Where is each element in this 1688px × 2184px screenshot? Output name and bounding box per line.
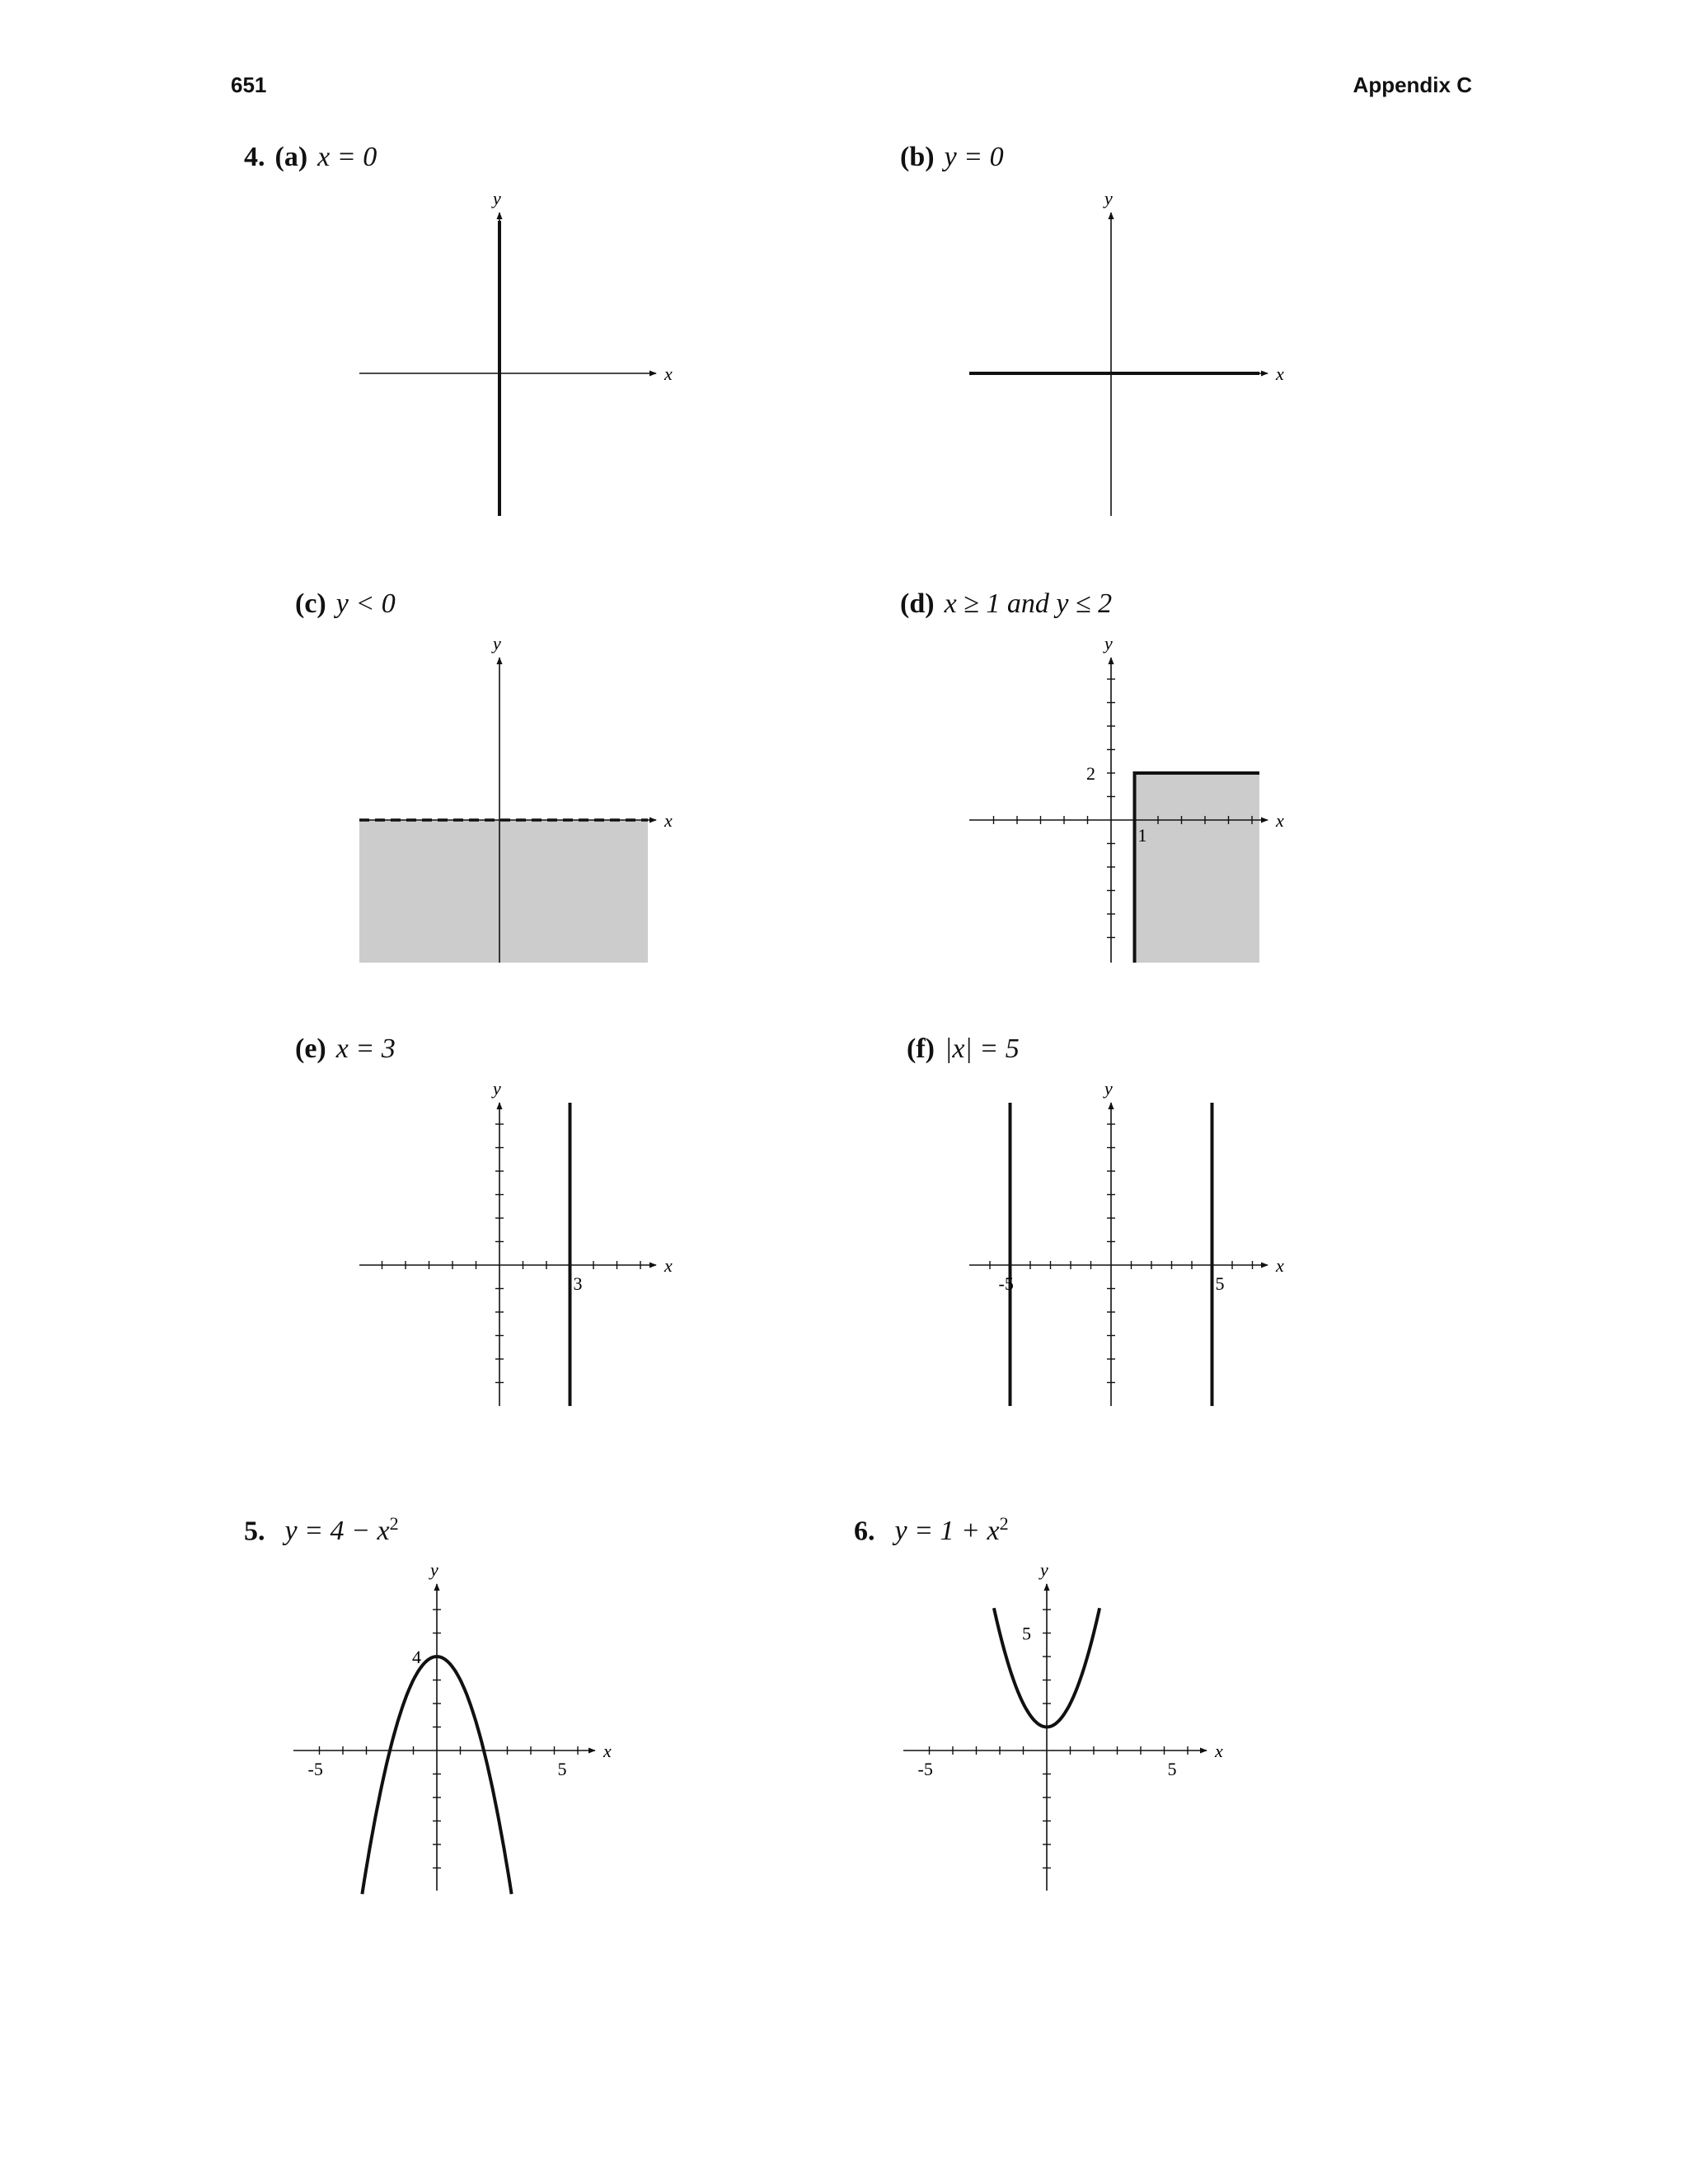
equation: y = 4 − x — [284, 1516, 390, 1547]
tick-label: -5 — [917, 1759, 933, 1779]
graph-4f — [969, 1078, 1284, 1406]
y-axis-label: y — [1104, 633, 1113, 654]
graph-4b — [969, 188, 1284, 516]
equation: |x| = 5 — [944, 1033, 1020, 1064]
x-axis-label: x — [1276, 810, 1284, 831]
equation: y < 0 — [335, 588, 396, 619]
graph-4d — [969, 633, 1284, 963]
x-axis-label: x — [1276, 1255, 1284, 1276]
equation: x = 3 — [335, 1033, 396, 1064]
equation: x ≥ 1 and y ≤ 2 — [944, 588, 1113, 619]
exponent: 2 — [389, 1513, 399, 1534]
shaded-region — [1135, 773, 1260, 963]
y-axis-label: y — [493, 1078, 501, 1099]
graph-4c — [359, 633, 673, 963]
tick-label: 5 — [557, 1759, 567, 1779]
y-axis-label: y — [493, 188, 501, 209]
graph-6 — [903, 1559, 1223, 1891]
x-axis-label: x — [1276, 363, 1284, 384]
part-label: (f) — [907, 1033, 935, 1064]
y-axis-label: y — [1040, 1559, 1048, 1580]
x-axis-label: x — [664, 1255, 673, 1276]
graph-5 — [293, 1559, 612, 1894]
graph-4e — [359, 1078, 673, 1406]
part-label: (b) — [900, 142, 935, 172]
y-axis-label: y — [1104, 188, 1113, 209]
page-number: 651 — [231, 73, 267, 97]
problem-number: 4. — [244, 142, 265, 172]
part-label: (d) — [900, 588, 935, 619]
problem-number: 5. — [244, 1516, 265, 1547]
y-axis-label: y — [430, 1559, 438, 1580]
equation: x = 0 — [317, 142, 377, 172]
equation: y = 0 — [944, 142, 1004, 172]
tick-label: 5 — [1167, 1759, 1177, 1779]
tick-label: 2 — [1086, 763, 1095, 784]
tick-label: 1 — [1137, 825, 1147, 846]
graph-4a — [359, 188, 673, 516]
equation: y = 1 + x — [894, 1516, 1000, 1547]
x-axis-label: x — [603, 1741, 612, 1761]
exponent: 2 — [999, 1513, 1009, 1534]
tick-label: 3 — [573, 1273, 583, 1294]
y-axis-label: y — [493, 633, 501, 654]
tick-label: 5 — [1215, 1273, 1225, 1294]
tick-label: 4 — [412, 1647, 421, 1667]
header-title: Appendix C — [1353, 73, 1472, 97]
shaded-region — [359, 820, 648, 963]
x-axis-label: x — [664, 810, 673, 831]
y-axis-label: y — [1104, 1078, 1113, 1099]
tick-label: -5 — [307, 1759, 323, 1779]
x-axis-label: x — [664, 363, 673, 384]
x-axis-label: x — [1215, 1741, 1223, 1761]
part-label: (e) — [295, 1033, 326, 1064]
part-label: (a) — [274, 142, 308, 172]
problem-number: 6. — [854, 1516, 875, 1547]
tick-label: -5 — [998, 1273, 1014, 1294]
tick-label: 5 — [1022, 1623, 1031, 1644]
part-label: (c) — [295, 588, 326, 619]
